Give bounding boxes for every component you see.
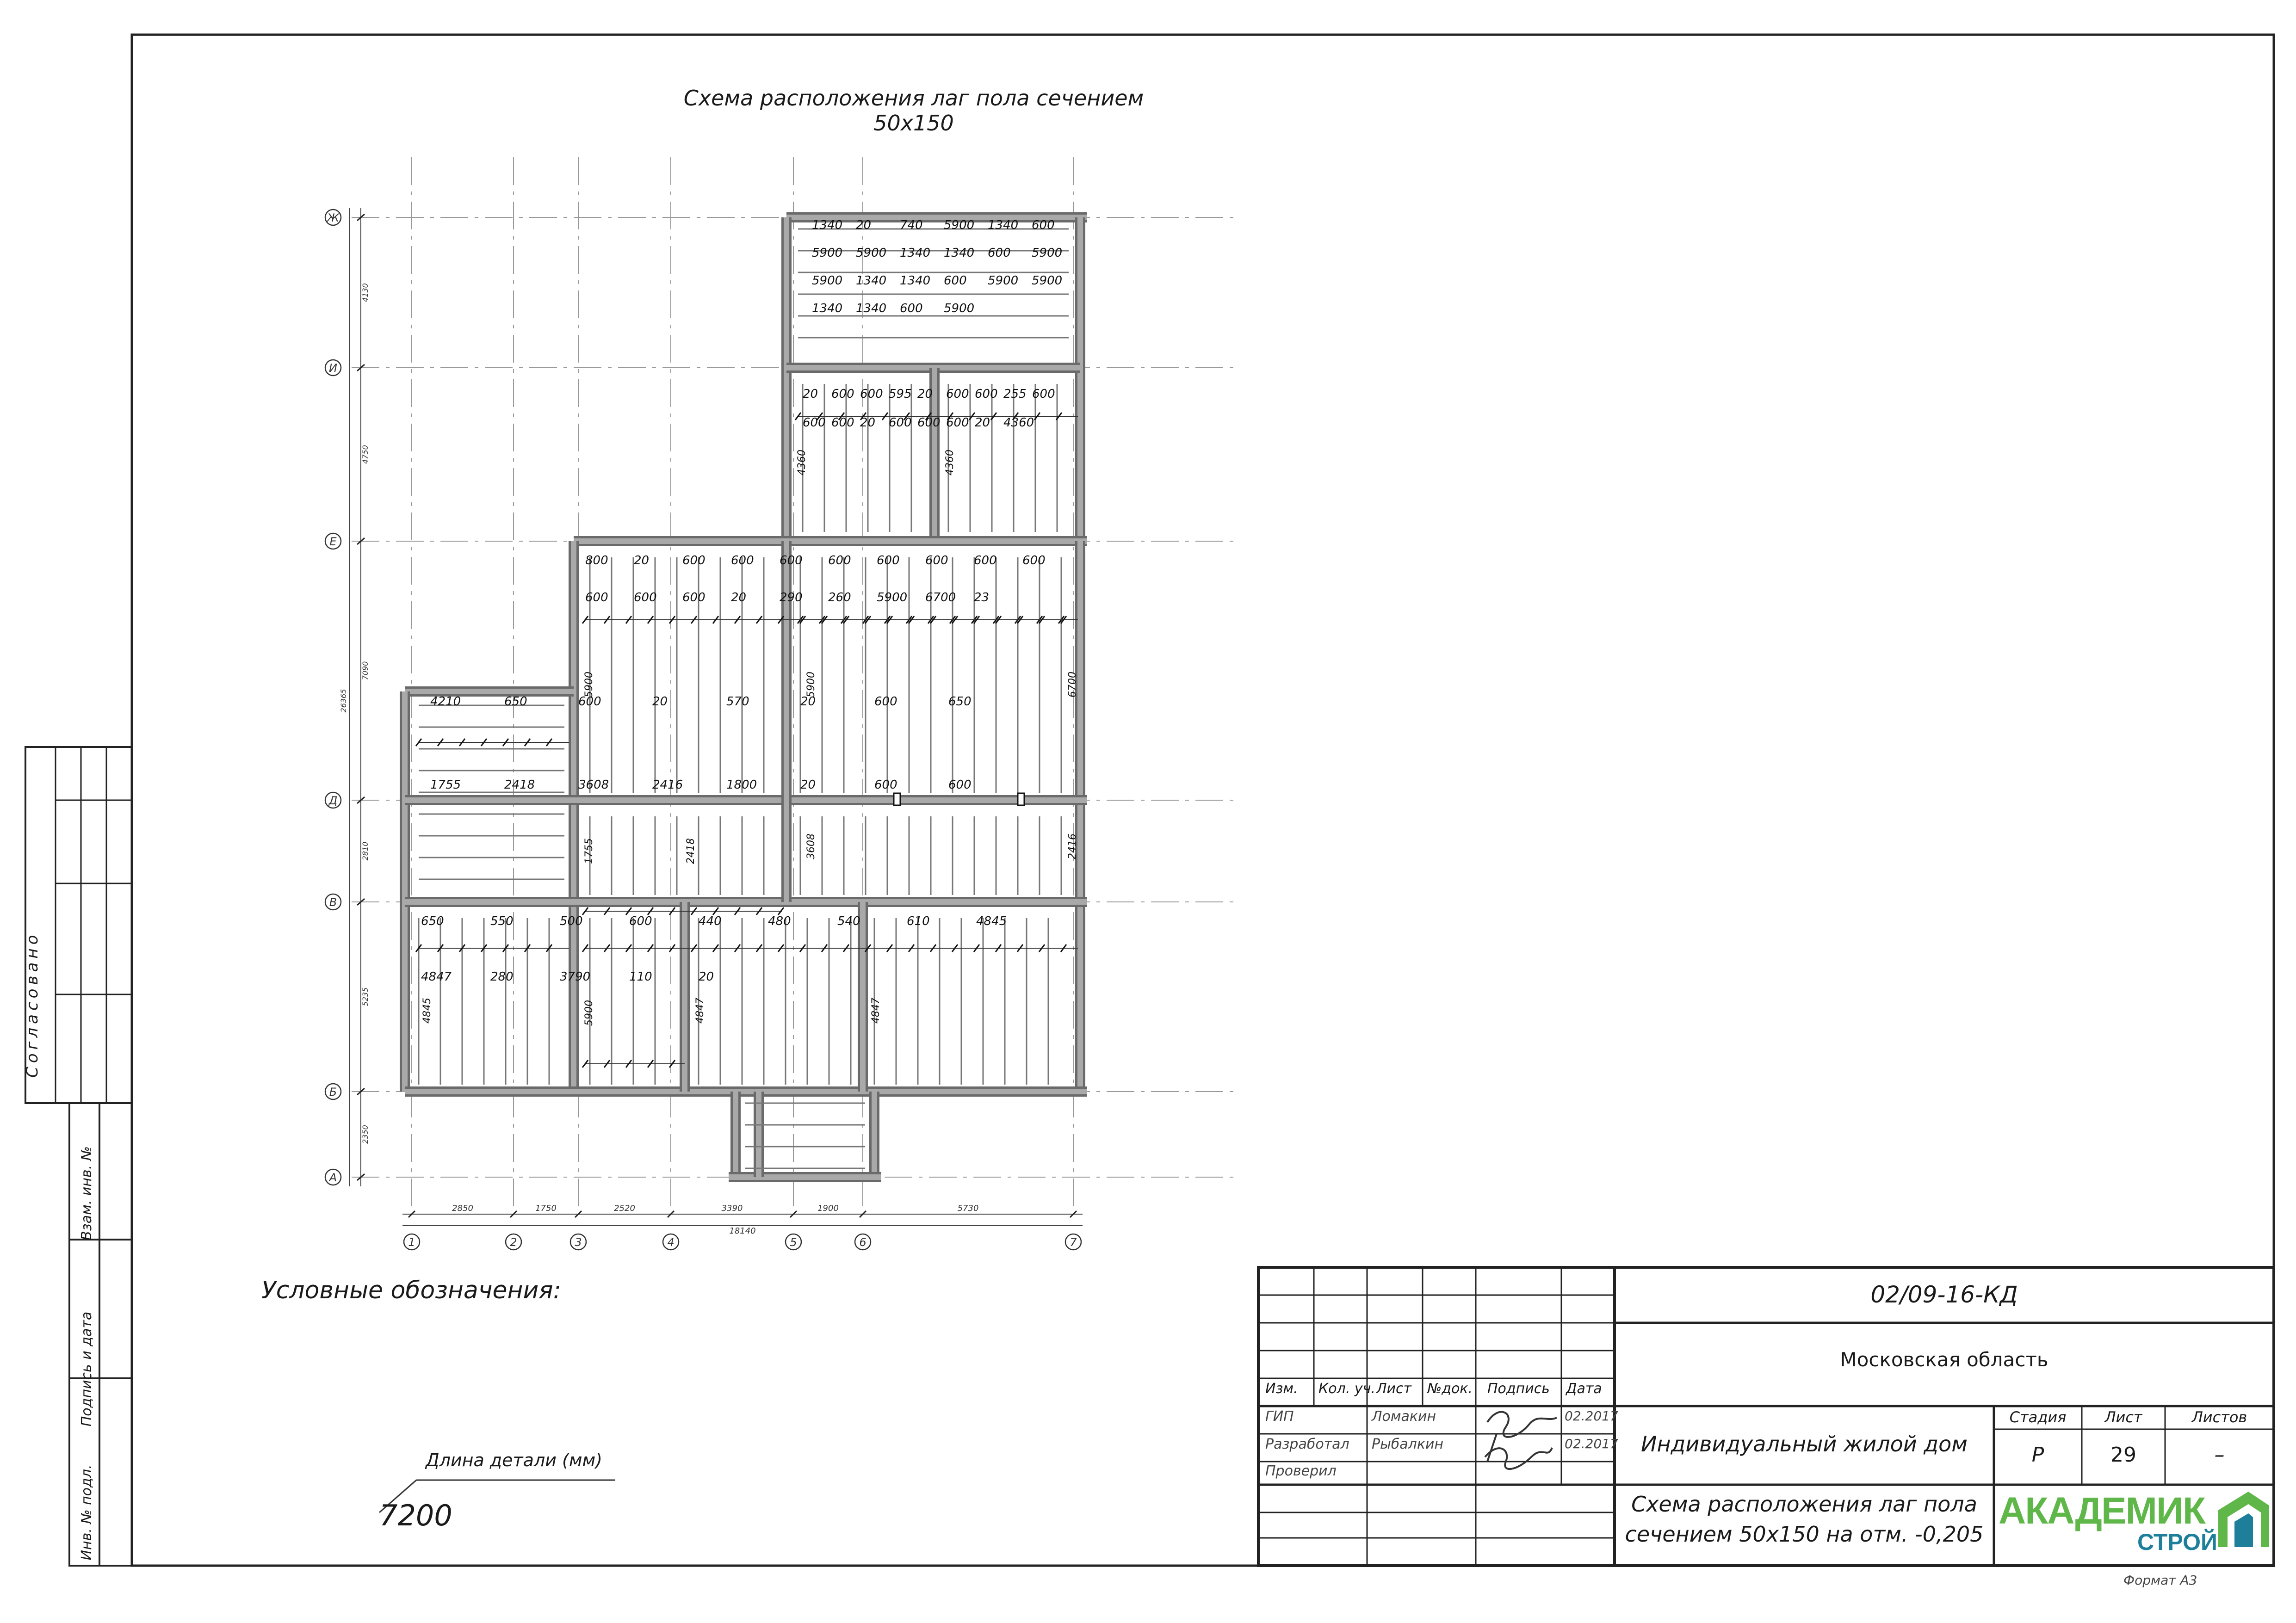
joist-label: 650: [504, 695, 527, 709]
joist-label: 20: [975, 416, 990, 430]
logo-text-sub: СТРОЙ: [2137, 1529, 2217, 1555]
joist-label: 600: [860, 387, 883, 401]
joist-label: 600: [975, 387, 998, 401]
joist-label: 6700: [925, 591, 956, 605]
dimension-value: 5730: [957, 1203, 979, 1213]
joist-label: 4210: [430, 695, 461, 709]
dimension-value: 5235: [361, 987, 370, 1006]
joist-label: 600: [828, 554, 851, 568]
joist-label: 1340: [944, 246, 975, 260]
project-code: 02/09-16-КД: [1870, 1281, 2018, 1308]
header-podpis: Подпись: [1487, 1381, 1550, 1397]
joist-length-label: 2416: [1067, 833, 1078, 859]
joist-label: 260: [828, 591, 851, 605]
joist-label: 20: [800, 778, 816, 792]
joist-length-label: 6700: [1067, 672, 1078, 697]
joist-label: 600: [682, 591, 706, 605]
name-gip: Ломакин: [1372, 1408, 1436, 1425]
axis-letter: Ж: [327, 211, 339, 224]
axis-number: 1: [408, 1236, 415, 1249]
joist-label: 600: [780, 554, 803, 568]
joist-label: 23: [974, 591, 990, 605]
joist-length-label: 5900: [805, 672, 817, 697]
joist-label: 600: [944, 274, 967, 288]
vzam-label: Взам. инв. №: [79, 1146, 95, 1240]
joist-label: 440: [699, 914, 722, 928]
dimension-value: 7090: [361, 661, 370, 680]
joist-label: 600: [578, 695, 601, 709]
joist-length-label: 1755: [583, 838, 595, 864]
joist-label: 480: [768, 914, 791, 928]
joist-label: 500: [560, 914, 583, 928]
legend-caption: Длина детали (мм): [426, 1450, 603, 1470]
date-razrabotal: 02.2017: [1565, 1436, 1618, 1451]
joist-label: 290: [780, 591, 803, 605]
joist-label: 1340: [988, 218, 1019, 232]
joist-label: 540: [837, 914, 860, 928]
joist-label: 4847: [421, 970, 452, 984]
joist-label: 1340: [812, 302, 843, 315]
joist-label: 600: [925, 554, 948, 568]
joist-label: 5900: [944, 302, 975, 315]
joist-label: 1340: [856, 302, 887, 315]
logo-text-main: АКАДЕМИК: [1999, 1490, 2205, 1532]
object-name: Индивидуальный жилой дом: [1641, 1432, 1968, 1456]
joist-length-label: 4845: [421, 998, 433, 1024]
joist-label: 1340: [900, 246, 931, 260]
role-proveril: Проверил: [1265, 1463, 1337, 1479]
joist-label: 650: [421, 914, 444, 928]
joist-length-label: 4360: [796, 450, 808, 475]
joist-label: 20: [800, 695, 816, 709]
dimension-total: 18140: [729, 1226, 756, 1236]
dimension-total: 26365: [339, 689, 348, 713]
joist-label: 5900: [812, 246, 843, 260]
dimension-value: 1750: [535, 1203, 557, 1213]
axis-number: 6: [859, 1236, 866, 1249]
axis-number: 7: [1070, 1236, 1077, 1249]
joist-label: 595: [889, 387, 912, 401]
joist-label: 600: [731, 554, 754, 568]
joist-label: 20: [731, 591, 747, 605]
axis-number: 4: [667, 1236, 675, 1249]
joist-label: 5900: [1032, 274, 1063, 288]
joist-label: 4845: [976, 914, 1007, 928]
axis-number: 3: [575, 1236, 582, 1249]
joist-label: 570: [726, 695, 749, 709]
joist-length-label: 5900: [583, 672, 595, 697]
axis-letter: А: [329, 1171, 337, 1184]
joist-label: 600: [946, 416, 969, 430]
joist-label: 610: [907, 914, 930, 928]
joist-label: 600: [1032, 218, 1055, 232]
axis-letter: Е: [329, 535, 337, 548]
joist-label: 5900: [988, 274, 1019, 288]
joist-label: 5900: [856, 246, 887, 260]
joist-label: 600: [877, 554, 900, 568]
format-label: Формат А3: [2123, 1573, 2197, 1588]
sheet-label: Лист: [2104, 1408, 2142, 1426]
stage-label: Стадия: [2009, 1408, 2067, 1426]
dimension-value: 4750: [361, 445, 370, 464]
axis-letter: В: [329, 896, 337, 909]
joist-label: 280: [490, 970, 514, 984]
joist-label: 600: [988, 246, 1011, 260]
drawing-title: Схема расположения лаг пола сечением 50х150: [683, 86, 1144, 136]
header-kol: Кол. уч.: [1318, 1381, 1375, 1397]
joist-label: 600: [803, 416, 826, 430]
axis-number: 2: [510, 1236, 517, 1249]
dimension-value: 2350: [361, 1125, 370, 1144]
axis-letter: И: [329, 362, 337, 375]
joist-label: 600: [948, 778, 972, 792]
legend-sample-length: 7200: [379, 1499, 452, 1532]
joist-label: 2418: [504, 778, 535, 792]
joist-label: 20: [803, 387, 818, 401]
joist-label: 1800: [726, 778, 757, 792]
joist-label: 20: [634, 554, 650, 568]
joist-label: 3608: [578, 778, 609, 792]
joist-label: 600: [889, 416, 912, 430]
joist-label: 600: [831, 387, 854, 401]
role-gip: ГИП: [1265, 1408, 1294, 1425]
joist-label: 4360: [1003, 416, 1034, 430]
sheets-value: –: [2214, 1443, 2225, 1467]
stage-value: Р: [2031, 1443, 2044, 1467]
joist-label: 600: [874, 778, 897, 792]
axis-number: 5: [790, 1236, 797, 1249]
joist-length-label: 4360: [944, 450, 956, 475]
joist-label: 5900: [1032, 246, 1063, 260]
sheet-value: 29: [2110, 1443, 2136, 1467]
joist-label: 1755: [430, 778, 461, 792]
joist-label: 5900: [877, 591, 908, 605]
role-razrabotal: Разработал: [1265, 1436, 1349, 1452]
joist-label: 2416: [652, 778, 683, 792]
joist-label: 800: [585, 554, 608, 568]
joist-label: 600: [682, 554, 706, 568]
inv-label: Инв. № подл.: [79, 1464, 95, 1561]
joist-label: 600: [585, 591, 608, 605]
joist-label: 600: [946, 387, 969, 401]
joist-label: 600: [629, 914, 652, 928]
joist-label: 600: [1022, 554, 1046, 568]
joist-length-label: 4847: [694, 998, 706, 1024]
joist-label: 600: [900, 302, 923, 315]
dimension-value: 2520: [614, 1203, 635, 1213]
joist-length-label: 3608: [805, 833, 817, 859]
joist-label: 20: [652, 695, 668, 709]
joist-label: 255: [1003, 387, 1027, 401]
header-list: Лист: [1376, 1381, 1412, 1397]
name-razrabotal: Рыбалкин: [1372, 1436, 1444, 1452]
header-izm: Изм.: [1265, 1381, 1298, 1397]
joist-label: 600: [831, 416, 854, 430]
drawing-name-line2: сечением 50х150 на отм. -0,205: [1625, 1522, 1984, 1547]
joist-label: 3790: [560, 970, 591, 984]
region: Московская область: [1840, 1348, 2048, 1371]
joist-label: 740: [900, 218, 923, 232]
drawing-name-line1: Схема расположения лаг пола: [1631, 1492, 1977, 1517]
podpis-label: Подпись и дата: [79, 1311, 95, 1427]
joist-label: 20: [917, 387, 933, 401]
joist-label: 5900: [812, 274, 843, 288]
legend-title: Условные обозначения:: [261, 1277, 562, 1304]
joist-label: 20: [856, 218, 872, 232]
joist-label: 600: [1032, 387, 1055, 401]
joist-label: 1340: [812, 218, 843, 232]
header-ndok: №док.: [1427, 1381, 1473, 1397]
joist-length-label: 5900: [583, 1000, 595, 1026]
dimension-value: 4130: [361, 283, 370, 302]
joist-label: 650: [948, 695, 972, 709]
joist-label: 550: [490, 914, 514, 928]
joist-label: 600: [974, 554, 997, 568]
joist-label: 110: [629, 970, 652, 984]
joist-label: 20: [699, 970, 714, 984]
joist-length-label: 2418: [685, 838, 697, 864]
joist-label: 600: [917, 416, 941, 430]
joist-label: 1340: [900, 274, 931, 288]
joist-label: 600: [874, 695, 897, 709]
header-data: Дата: [1566, 1381, 1602, 1397]
dimension-value: 1900: [817, 1203, 839, 1213]
joist-label: 20: [860, 416, 876, 430]
dimension-value: 2850: [452, 1203, 473, 1213]
joist-label: 600: [634, 591, 657, 605]
joist-length-label: 4847: [870, 998, 882, 1024]
axis-letter: Б: [329, 1086, 337, 1098]
date-gip: 02.2017: [1565, 1408, 1618, 1424]
dimension-value: 2810: [361, 841, 370, 861]
joist-label: 5900: [944, 218, 975, 232]
sheets-label: Листов: [2191, 1408, 2247, 1426]
axis-letter: Д: [328, 794, 338, 807]
joist-label: 1340: [856, 274, 887, 288]
dimension-value: 3390: [721, 1203, 743, 1213]
agreed-label: Согласовано: [23, 931, 42, 1078]
